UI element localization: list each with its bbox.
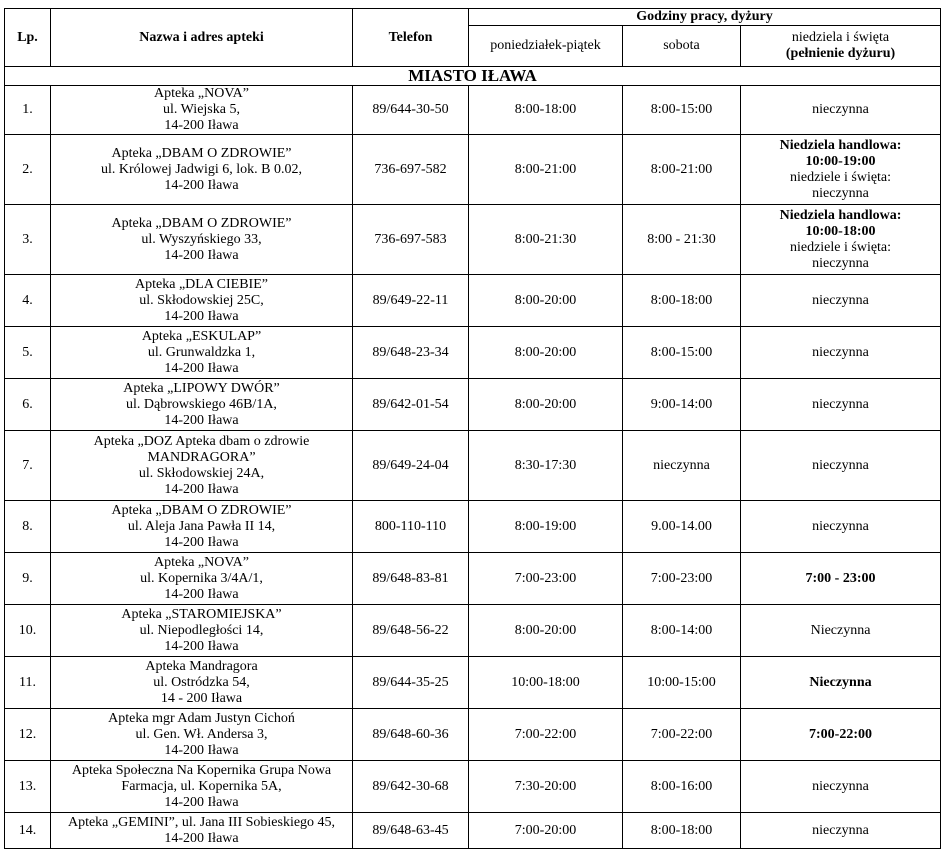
name-line: 14-200 Iława [164,177,239,193]
sunday-line: nieczynna [812,457,869,473]
row-number: 1. [5,86,51,135]
sunday-line: 10:00-19:00 [805,153,876,169]
pharmacy-name-address [51,709,353,761]
hours-saturday: 8:00-18:00 [623,275,741,327]
hours-weekdays: 8:30-17:30 [469,431,623,501]
phone: 736-697-583 [353,205,469,275]
sunday-line: nieczynna [812,185,869,201]
hours-weekdays: 7:00-23:00 [469,553,623,605]
pharmacy-name-address [51,205,353,275]
pharmacy-name-address [51,135,353,205]
hours-weekdays: 8:00-18:00 [469,86,623,135]
name-line: ul. Kopernika 3/4A/1, [140,570,263,586]
hours-saturday: 9.00-14.00 [623,501,741,553]
sunday-line: niedziele i święta: [789,169,892,185]
name-line: ul. Dąbrowskiego 46B/1A, [126,396,277,412]
pharmacy-name-address [51,86,353,135]
header-hours: Godziny pracy, dyżury [469,9,941,26]
row-number: 14. [5,813,51,849]
name-line: Apteka „NOVA” [154,86,249,101]
sunday-line: nieczynna [812,822,869,838]
hours-weekdays: 8:00-20:00 [469,327,623,379]
hours-weekdays: 10:00-18:00 [469,657,623,709]
table-row [5,327,941,379]
header-name-address: Nazwa i adres apteki [51,9,353,67]
name-line: 14-200 Iława [164,830,239,846]
name-line: MANDRAGORA” [147,449,256,465]
pharmacy-name-address [51,275,353,327]
pharmacy-name-address [51,813,353,849]
table-row [5,813,941,849]
hours-saturday: 8:00-15:00 [623,86,741,135]
row-number: 7. [5,431,51,501]
sunday-line: nieczynna [812,102,869,117]
name-line: ul. Wyszyńskiego 33, [141,231,262,247]
hours-saturday: 8:00 - 21:30 [623,205,741,275]
name-line: Apteka „ESKULAP” [141,328,262,344]
section-title: MIASTO IŁAWA [5,67,941,86]
row-number: 4. [5,275,51,327]
row-number: 3. [5,205,51,275]
name-line: Apteka „STAROMIEJSKA” [121,606,282,622]
hours-saturday: 9:00-14:00 [623,379,741,431]
name-line: 14-200 Iława [164,247,239,263]
header-sunday-holidays [741,26,941,67]
table-row [5,605,941,657]
sunday-line: Nieczynna [810,622,871,638]
header-lp: Lp. [5,9,51,67]
header-weekdays: poniedziałek-piątek [469,26,623,67]
name-line: Apteka „DBAM O ZDROWIE” [111,502,292,518]
hours-sunday [741,605,941,657]
header-sunday-line1: niedziela i święta [791,30,890,45]
table-row [5,275,941,327]
name-line: 14-200 Iława [164,118,239,133]
name-line: Apteka „GEMINI”, ul. Jana III Sobieskiego 45, [67,814,336,830]
phone: 89/648-56-22 [353,605,469,657]
hours-saturday: 8:00-15:00 [623,327,741,379]
pharmacy-name-address [51,657,353,709]
hours-saturday: 10:00-15:00 [623,657,741,709]
name-line: Farmacja, ul. Kopernika 5A, [121,778,282,794]
name-line: ul. Wiejska 5, [163,102,240,117]
hours-saturday: nieczynna [623,431,741,501]
name-line: 14-200 Iława [164,638,239,654]
phone: 89/642-01-54 [353,379,469,431]
hours-weekdays: 7:30-20:00 [469,761,623,813]
sunday-line: nieczynna [812,292,869,308]
name-line: ul. Niepodległości 14, [139,622,264,638]
row-number: 2. [5,135,51,205]
header-sunday-line2: (pełnienie dyżuru) [785,46,896,61]
phone: 89/642-30-68 [353,761,469,813]
hours-sunday [741,86,941,135]
row-number: 12. [5,709,51,761]
hours-saturday: 8:00-18:00 [623,813,741,849]
hours-saturday: 8:00-21:00 [623,135,741,205]
sunday-line: 7:00 - 23:00 [805,570,876,586]
table-body [5,67,941,849]
hours-sunday [741,657,941,709]
phone: 89/648-83-81 [353,553,469,605]
sunday-line: nieczynna [812,518,869,534]
table-row [5,709,941,761]
phone: 736-697-582 [353,135,469,205]
name-line: ul. Skłodowskiej 24A, [138,465,265,481]
sunday-line: niedziele i święta: [789,239,892,255]
name-line: 14-200 Iława [164,534,239,550]
name-line: Apteka „DLA CIEBIE” [135,276,268,292]
name-line: ul. Aleja Jana Pawła II 14, [127,518,276,534]
sunday-line: nieczynna [812,344,869,360]
row-number: 11. [5,657,51,709]
hours-saturday: 7:00-22:00 [623,709,741,761]
phone: 89/644-30-50 [353,86,469,135]
table-row [5,86,941,135]
sunday-line: nieczynna [812,255,869,271]
pharmacy-name-address [51,379,353,431]
name-line: Apteka „DOZ Apteka dbam o zdrowie [93,433,310,449]
name-line: ul. Ostródzka 54, [153,674,250,690]
name-line: 14-200 Iława [164,481,239,497]
phone: 89/648-23-34 [353,327,469,379]
row-number: 9. [5,553,51,605]
hours-weekdays: 8:00-19:00 [469,501,623,553]
hours-sunday [741,205,941,275]
name-line: 14-200 Iława [164,742,239,758]
phone: 800-110-110 [353,501,469,553]
hours-weekdays: 8:00-20:00 [469,275,623,327]
name-line: Apteka „NOVA” [154,554,249,570]
pharmacy-name-address [51,431,353,501]
table-row [5,501,941,553]
table-row [5,657,941,709]
hours-saturday: 7:00-23:00 [623,553,741,605]
name-line: Apteka Społeczna Na Kopernika Grupa Nowa [71,762,332,778]
sunday-line: Niedziela handlowa: [779,137,902,153]
row-number: 13. [5,761,51,813]
hours-weekdays: 8:00-20:00 [469,605,623,657]
row-number: 5. [5,327,51,379]
pharmacy-name-address [51,605,353,657]
hours-weekdays: 8:00-21:30 [469,205,623,275]
hours-weekdays: 7:00-22:00 [469,709,623,761]
hours-sunday [741,275,941,327]
pharmacy-hours-table [4,8,941,849]
table-row [5,553,941,605]
hours-sunday [741,709,941,761]
name-line: Apteka „DBAM O ZDROWIE” [111,215,292,231]
pharmacy-name-address [51,327,353,379]
phone: 89/644-35-25 [353,657,469,709]
pharmacy-name-address [51,761,353,813]
table-row [5,205,941,275]
hours-saturday: 8:00-16:00 [623,761,741,813]
hours-sunday [741,431,941,501]
name-line: 14-200 Iława [164,412,239,428]
table-row [5,431,941,501]
name-line: ul. Gen. Wł. Andersa 3, [135,726,268,742]
hours-weekdays: 8:00-20:00 [469,379,623,431]
table-row [5,135,941,205]
hours-sunday [741,761,941,813]
sunday-line: Niedziela handlowa: [779,207,902,223]
row-number: 6. [5,379,51,431]
name-line: Apteka mgr Adam Justyn Cichoń [108,710,295,726]
sunday-line: nieczynna [812,396,869,412]
hours-sunday [741,327,941,379]
header-phone: Telefon [353,9,469,67]
name-line: 14 - 200 Iława [160,690,243,706]
phone: 89/648-63-45 [353,813,469,849]
name-line: Apteka „LIPOWY DWÓR” [123,380,280,396]
header-saturday: sobota [623,26,741,67]
hours-saturday: 8:00-14:00 [623,605,741,657]
sunday-line: nieczynna [812,778,869,794]
name-line: ul. Królowej Jadwigi 6, lok. B 0.02, [100,161,303,177]
name-line: 14-200 Iława [164,586,239,602]
name-line: Apteka Mandragora [145,658,258,674]
hours-sunday [741,501,941,553]
sunday-line: 7:00-22:00 [809,726,873,742]
table-row [5,761,941,813]
name-line: 14-200 Iława [164,308,239,324]
hours-sunday [741,379,941,431]
hours-sunday [741,135,941,205]
name-line: 14-200 Iława [164,360,239,376]
name-line: ul. Grunwaldzka 1, [147,344,256,360]
pharmacy-name-address [51,501,353,553]
phone: 89/649-24-04 [353,431,469,501]
sunday-line: Nieczynna [809,674,872,690]
name-line: ul. Skłodowskiej 25C, [139,292,264,308]
hours-weekdays: 7:00-20:00 [469,813,623,849]
hours-sunday [741,553,941,605]
row-number: 8. [5,501,51,553]
table-row [5,379,941,431]
row-number: 10. [5,605,51,657]
name-line: Apteka „DBAM O ZDROWIE” [111,145,292,161]
sunday-line: 10:00-18:00 [805,223,876,239]
hours-sunday [741,813,941,849]
phone: 89/648-60-36 [353,709,469,761]
hours-weekdays: 8:00-21:00 [469,135,623,205]
pharmacy-name-address [51,553,353,605]
name-line: 14-200 Iława [164,794,239,810]
phone: 89/649-22-11 [353,275,469,327]
